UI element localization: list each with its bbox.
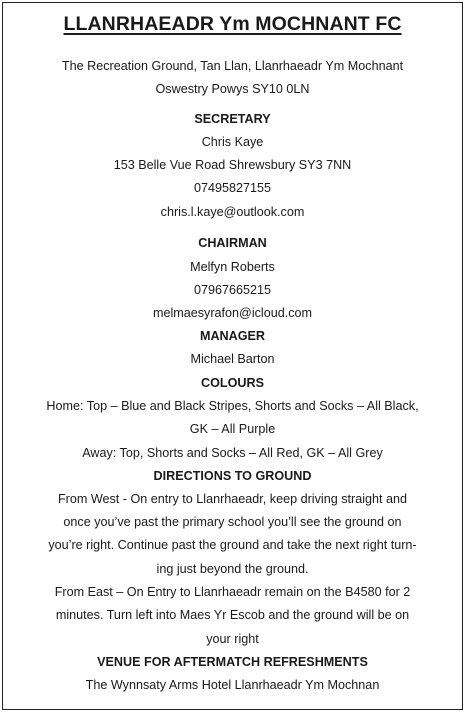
chairman-name: Melfyn Roberts	[190, 260, 275, 274]
address-line-2: Oswestry Powys SY10 0LN	[155, 82, 310, 96]
venue-name: The Wynnsaty Arms Hotel Llanrhaeadr Ym Mochnan	[85, 678, 380, 692]
directions-west-line-3: you’re right. Continue past the ground and take the next right turn-	[48, 538, 417, 552]
directions-east-line-3: your right	[206, 632, 259, 646]
secretary-email: chris.l.kaye@outlook.com	[160, 205, 305, 219]
document-frame	[2, 2, 463, 710]
directions-east-line-1: From East – On Entry to Llanrhaeadr remain on the B4580 for 2	[54, 585, 411, 599]
chairman-heading: CHAIRMAN	[198, 236, 267, 250]
chairman-phone: 07967665215	[193, 283, 272, 297]
manager-heading: MANAGER	[199, 329, 266, 343]
directions-west-line-2: once you’ve past the primary school you’ll see the ground on	[63, 515, 402, 529]
club-name: LLANRHAEADR Ym MOCHNANT FC	[63, 13, 402, 35]
colours-home-line-1: Home: Top – Blue and Black Stripes, Shorts and Socks – All Black,	[46, 399, 419, 413]
secretary-heading: SECRETARY	[194, 112, 271, 126]
directions-east-line-2: minutes. Turn left into Maes Yr Escob and the ground will be on	[55, 608, 410, 622]
manager-name: Michael Barton	[190, 352, 275, 366]
secretary-phone: 07495827155	[193, 181, 272, 195]
colours-home-line-2: GK – All Purple	[189, 422, 276, 436]
club-title	[3, 13, 462, 36]
secretary-name: Chris Kaye	[201, 135, 264, 149]
directions-west-line-4: ing just beyond the ground.	[156, 562, 309, 576]
address-line-1: The Recreation Ground, Tan Llan, Llanrhaeadr Ym Mochnant	[61, 59, 404, 73]
colours-heading: COLOURS	[201, 376, 264, 390]
secretary-address: 153 Belle Vue Road Shrewsbury SY3 7NN	[113, 158, 352, 172]
chairman-email: melmaesyrafon@icloud.com	[152, 306, 313, 320]
directions-west-line-1: From West - On entry to Llanrhaeadr, keep driving straight and	[57, 492, 408, 506]
venue-heading: VENUE FOR AFTERMATCH REFRESHMENTS	[97, 655, 368, 669]
directions-heading: DIRECTIONS TO GROUND	[153, 469, 312, 483]
colours-away: Away: Top, Shorts and Socks – All Red, GK – All Grey	[82, 446, 383, 460]
